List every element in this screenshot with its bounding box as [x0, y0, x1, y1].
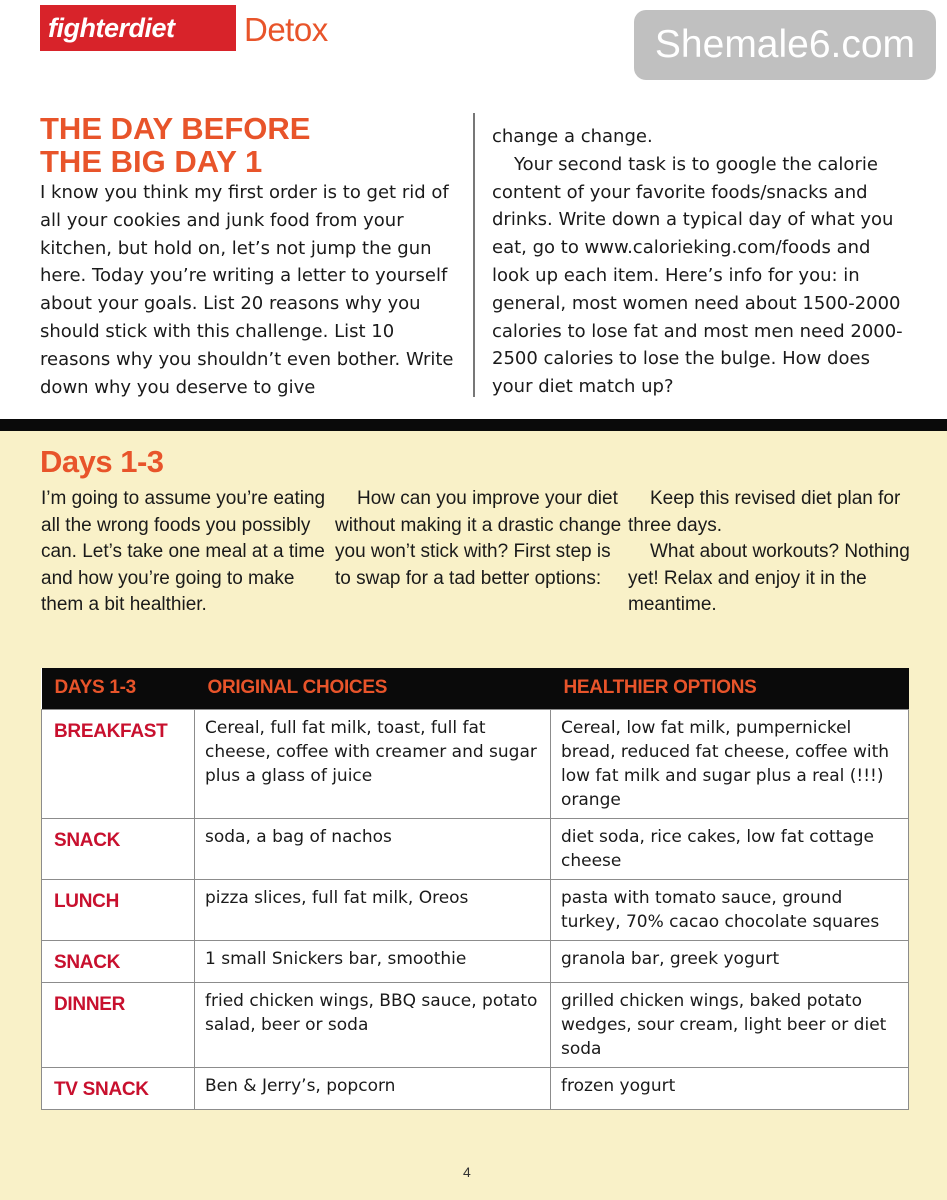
- article-right-p2: Your second task is to google the calorie content of your favorite foods/snacks and drinks. Write down a typical day of what you eat, go to www.calorieking.com/foods and look up each item. Here’s info for you: in general, most women need about 1500-2000 calories to lose fat and most men need 2000-2500 calories to lose the bulge. How does your diet match up?: [492, 153, 903, 398]
- article-right-p1: change a change.: [492, 126, 653, 147]
- header-original: ORIGINAL CHOICES: [195, 668, 551, 709]
- original-cell: 1 small Snickers bar, smoothie: [195, 940, 551, 982]
- original-cell: pizza slices, full fat milk, Oreos: [195, 879, 551, 940]
- table-row: [42, 818, 909, 879]
- article-left-column: I know you think my first order is to get rid of all your cookies and junk food from your kitchen, but hold on, let’s not jump the gun here. Today you’re writing a letter to yourself about your goals. List 20 reasons why you should stick with this challenge. List 10 reasons why you shouldn’t even bother. Write down why you deserve to give: [40, 182, 454, 398]
- days-column-3: [628, 486, 920, 619]
- healthier-cell: pasta with tomato sauce, ground turkey, 70% cacao chocolate squares: [551, 879, 909, 940]
- watermark: Shemale6.com: [634, 10, 936, 80]
- healthier-cell: diet soda, rice cakes, low fat cottage cheese: [551, 818, 909, 879]
- days-title: Days 1-3: [40, 444, 164, 479]
- meal-cell: DINNER: [42, 982, 195, 1067]
- header-days: DAYS 1-3: [42, 668, 195, 709]
- table-row: [42, 879, 909, 940]
- table-header-row: [42, 668, 909, 709]
- logo-fighterdiet: fighterdiet: [40, 5, 236, 51]
- healthier-cell: Cereal, low fat milk, pumpernickel bread, reduced fat cheese, coffee with low fat milk and sugar plus a real (!!!) orange: [551, 709, 909, 818]
- section-label: Detox: [244, 11, 328, 48]
- page-number: 4: [463, 1164, 471, 1180]
- header-healthier: HEALTHIER OPTIONS: [551, 668, 909, 709]
- healthier-cell: grilled chicken wings, baked potato wedges, sour cream, light beer or diet soda: [551, 982, 909, 1067]
- original-cell: Ben & Jerry’s, popcorn: [195, 1067, 551, 1109]
- meal-cell: SNACK: [42, 940, 195, 982]
- article-right-column: [492, 123, 912, 401]
- original-cell: Cereal, full fat milk, toast, full fat cheese, coffee with creamer and sugar plus a glass of juice: [195, 709, 551, 818]
- days-column-1: I’m going to assume you’re eating all the wrong foods you possibly can. Let’s take one meal at a time and how you’re going to make them a bit healthier.: [41, 488, 326, 615]
- meal-cell: BREAKFAST: [42, 709, 195, 818]
- column-divider: [473, 113, 475, 397]
- article-title: [40, 112, 460, 178]
- article-title-line1: THE DAY BEFORE: [40, 111, 311, 146]
- healthier-cell: granola bar, greek yogurt: [551, 940, 909, 982]
- meal-cell: SNACK: [42, 818, 195, 879]
- table-row: [42, 709, 909, 818]
- days-column-2-text: How can you improve your diet without making it a drastic change you won’t stick with? First step is to swap for a tad better options:: [335, 488, 622, 589]
- meal-cell: LUNCH: [42, 879, 195, 940]
- days-column-3-p1: Keep this revised diet plan for three days.: [628, 488, 901, 536]
- article-title-line2: THE BIG DAY 1: [40, 144, 263, 179]
- healthier-cell: frozen yogurt: [551, 1067, 909, 1109]
- table-row: [42, 982, 909, 1067]
- meal-swap-table: [41, 668, 909, 1110]
- meal-cell: TV SNACK: [42, 1067, 195, 1109]
- table-row: [42, 1067, 909, 1109]
- table-row: [42, 940, 909, 982]
- days-column-2: [335, 486, 627, 592]
- original-cell: fried chicken wings, BBQ sauce, potato salad, beer or soda: [195, 982, 551, 1067]
- days-column-3-p2: What about workouts? Nothing yet! Relax and enjoy it in the meantime.: [628, 541, 910, 615]
- original-cell: soda, a bag of nachos: [195, 818, 551, 879]
- section-band: [0, 419, 947, 431]
